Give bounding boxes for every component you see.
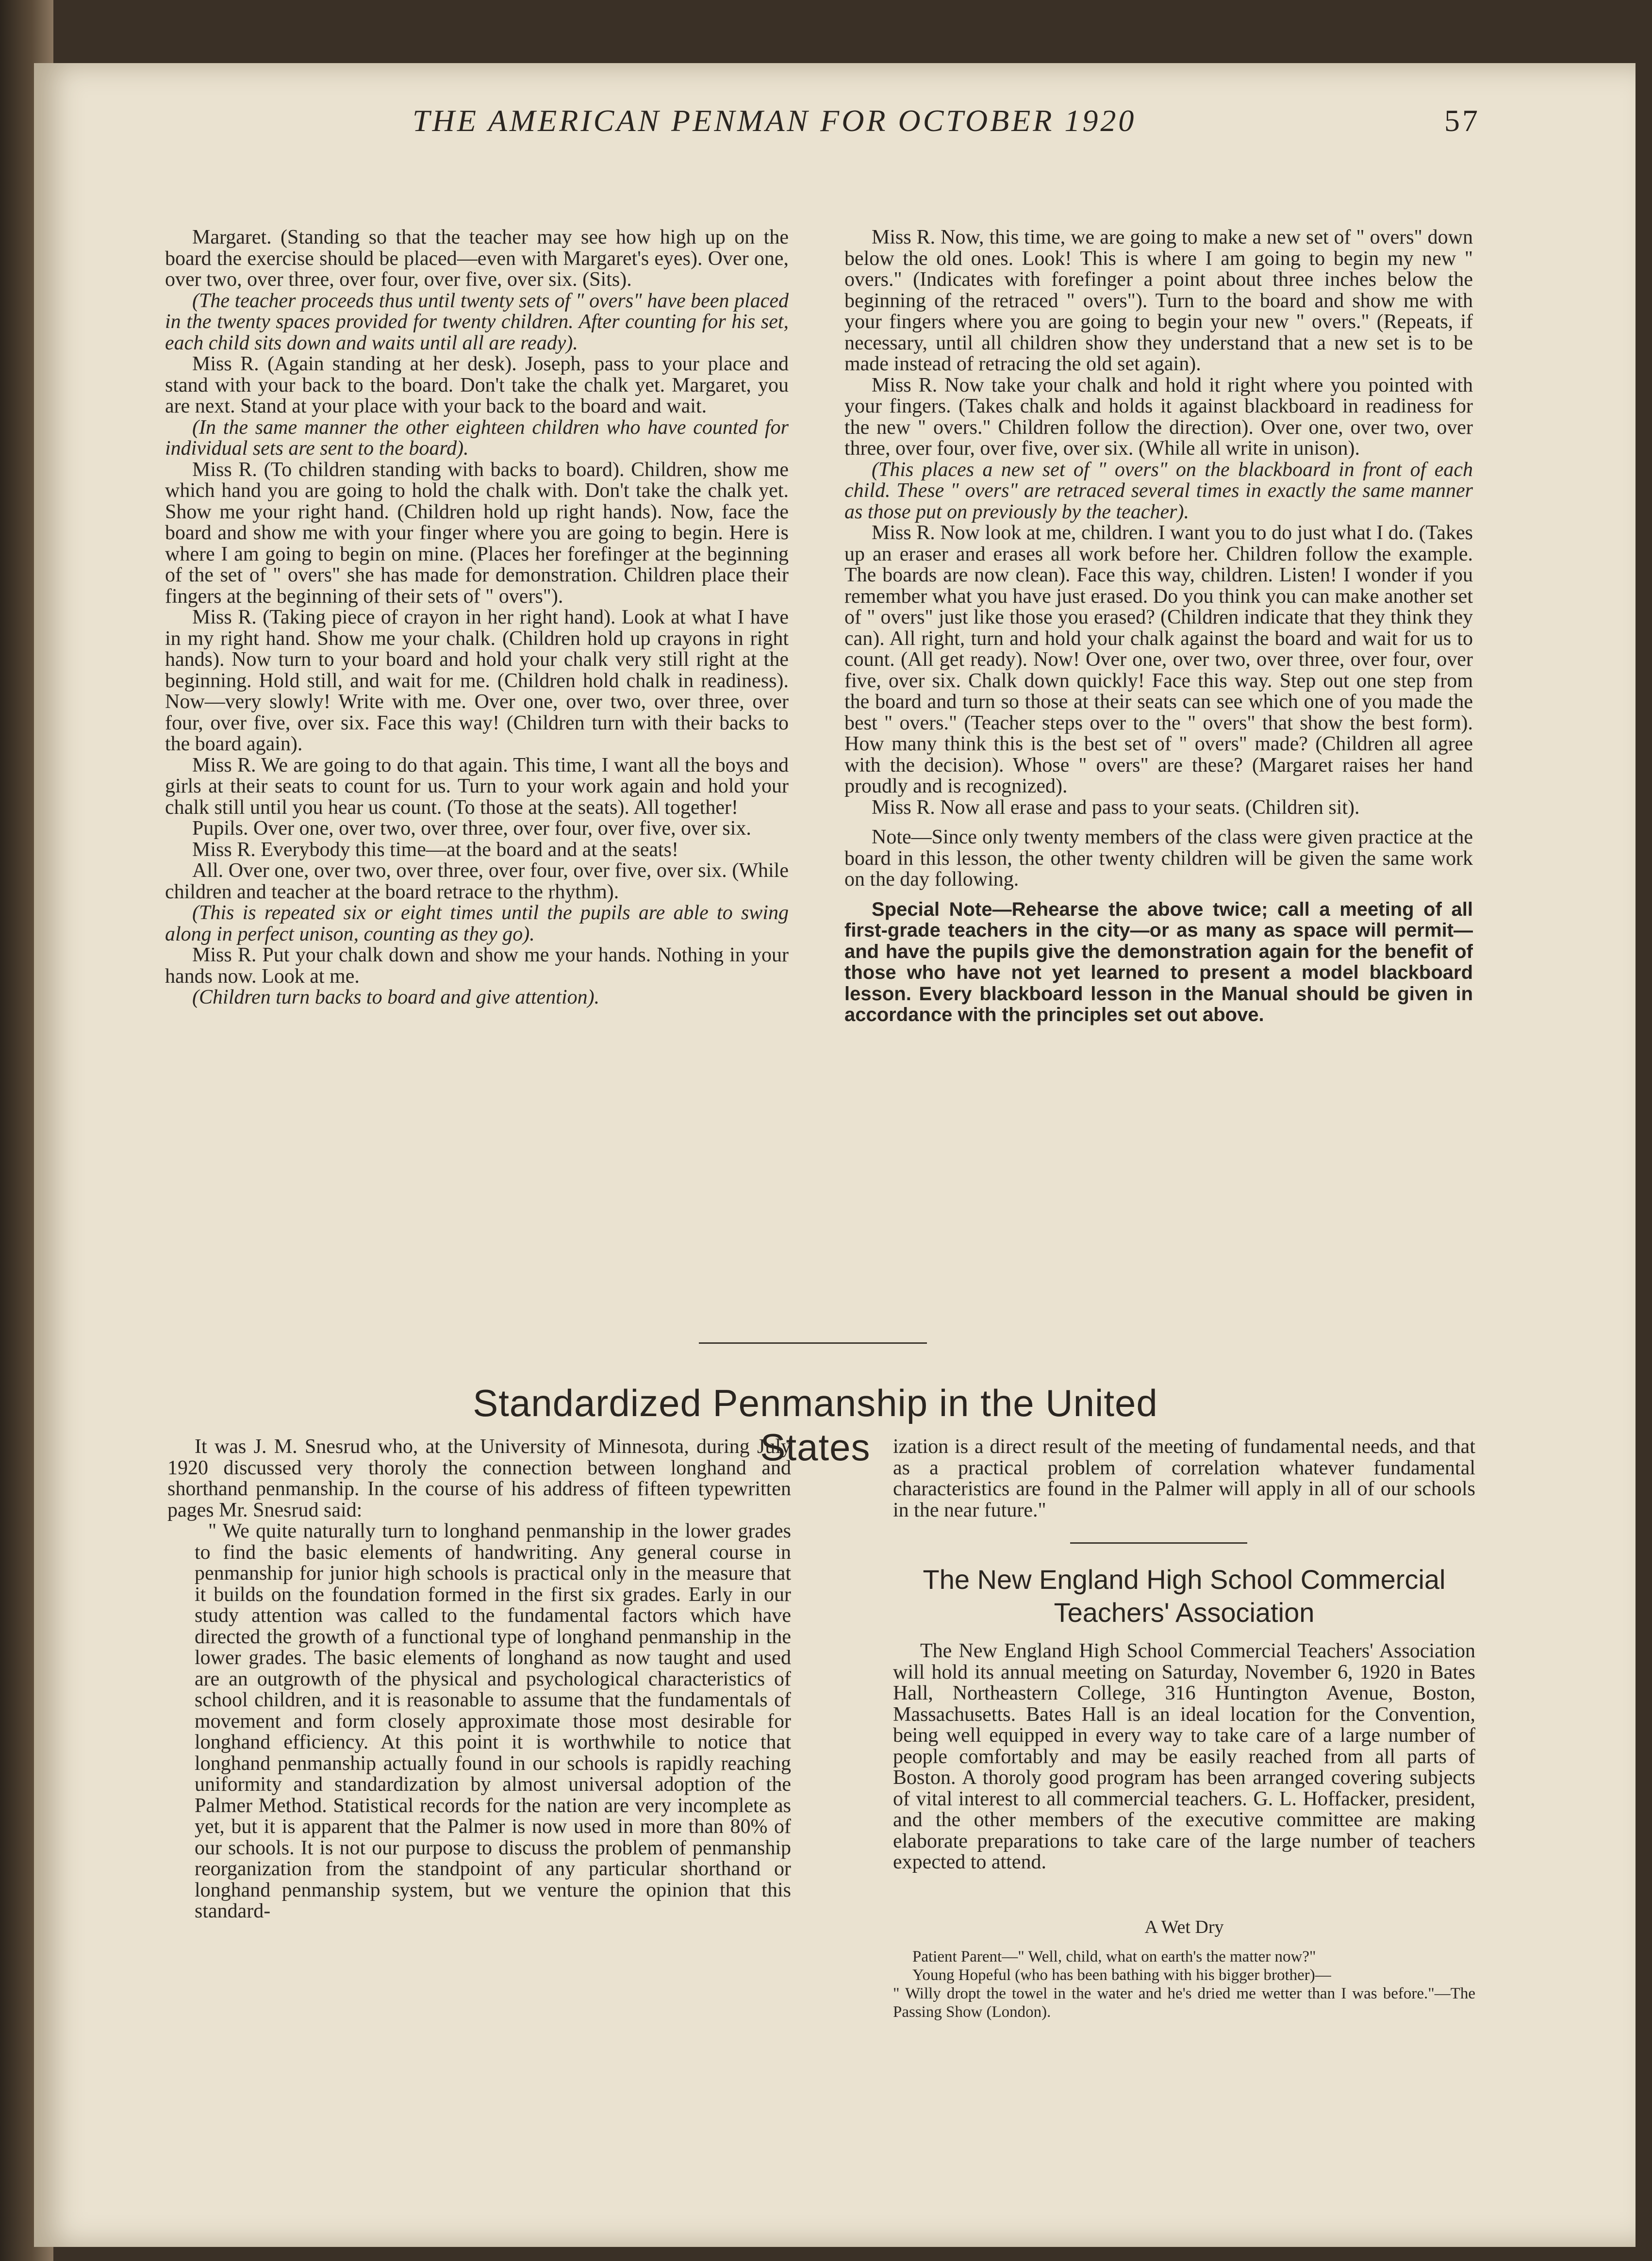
stage-direction: (In the same manner the other eighteen children who have counted for individual sets are sent to the board).	[165, 416, 789, 460]
joke-line: Patient Parent—" Well, child, what on earth's the matter now?"	[912, 1948, 1316, 1965]
article-continuation: ization is a direct result of the meeting of fundamental needs, and that as a practical problem of correlation whatever fundamental characteristics are found in the Palmer will apply in all of our schools in the near future."	[893, 1436, 1475, 1521]
note-paragraph: Note—Since only twenty members of the class were given practice at the board in this lesson, the other twenty children will be given the same work on the day following.	[844, 826, 1473, 891]
joke-title: A Wet Dry	[1144, 1916, 1224, 1937]
paragraph: Pupils. Over one, over two, over three, over four, over five, over six.	[192, 817, 751, 840]
stage-direction: (The teacher proceeds thus until twenty sets of " overs" have been placed in the twenty spaces provided for twenty children. After counting for his set, each child sits down and waits until all are ready).	[165, 289, 789, 354]
right-column	[844, 227, 1473, 1026]
running-header	[413, 103, 1480, 139]
header-title: THE AMERICAN PENMAN FOR OCTOBER 1920	[413, 103, 1137, 138]
article-right-column	[893, 1436, 1475, 2021]
section-divider	[699, 1342, 927, 1344]
paragraph: All. Over one, over two, over three, over four, over five, over six. (While children and teacher at the board retrace to the rhythm).	[165, 859, 789, 903]
paragraph: Miss R. (Again standing at her desk). Joseph, pass to your place and stand with your back to the board. Don't take the chalk yet. Margaret, you are next. Stand at your place with your back to the board and wait.	[165, 353, 789, 417]
paragraph: Miss R. Now take your chalk and hold it right where you pointed with your fingers. (Takes chalk and holds it against blackboard in readiness for the new " overs." Children follow the direction). Over one, over two, over three, over four, over five, over six. (While all write in unison).	[844, 374, 1473, 460]
paragraph: Miss R. (Taking piece of crayon in her right hand). Look at what I have in my right hand. Show me your chalk. (Children hold up crayons in right hands). Now turn to your board and hold your chalk very still right at the beginning. Hold still, and wait for me. (Children hold chalk in readiness). Now—very slowly! Write with me. Over one, over two, over three, over four, over five, over six. Face this way! (Children turn with their backs to the board again).	[165, 606, 789, 755]
article-quote: " We quite naturally turn to longhand penmanship in the lower grades to find the basic elements of handwriting. Any general course in penmanship for junior high schools is practical only in the measure that it builds on the foundation formed in the first six grades. Early in our study attention was called to the fundamental factors which have directed the growth of a functional type of longhand penmanship in the lower grades. The basic elements of longhand as now taught and used are an outgrowth of the physical and psychological characteristics of school children, and it is reasonable to assume that the fundamentals of movement and form closely approximate those most desirable for longhand efficiency. At this point it is worthwhile to notice that longhand penmanship actually found in our schools is rapidly reaching uniformity and standardization by almost universal adoption of the Palmer Method. Statistical records for the nation are very incomplete as yet, but it is apparent that the Palmer is now used in more than 80% of our schools. It is not our purpose to discuss the problem of penmanship reorganization from the standpoint of any particular shorthand or longhand penmanship system, but we venture the opinion that this standard-	[195, 1520, 791, 1922]
paragraph: Miss R. Now look at me, children. I want you to do just what I do. (Takes up an eraser and erases all work before her. Children follow the example. The boards are now clean). Face this way, children. Listen! I wonder if you remember what you have just erased. Do you think you can make another set of " overs" just like those you erased? (Children indicate that they think they can). All right, turn and hold your chalk against the board and wait for us to count. (All get ready). Now! Over one, over two, over three, over four, over five, over six. Chalk down quickly! Face this way. Step out one step from the board and turn so those at their seats can see which one of you made the best " overs." (Teacher steps over to the " overs" that show the best form). How many think this is the best set of " overs" made? (Children all agree with the decision). Whose " overs" are these? (Margaret raises her hand proudly and is recognized).	[844, 522, 1473, 797]
paragraph: Miss R. We are going to do that again. This time, I want all the boys and girls at their seats to count for us. Turn to your work again and hold your chalk still until you hear us count. (To those at the seats). All together!	[165, 754, 789, 819]
article-title: Standardized Penmanship in the United States	[473, 1382, 1158, 1469]
article-intro: It was J. M. Snesrud who, at the University of Minnesota, during July 1920 discussed very thoroly the connection between longhand and shorthand penmanship. In the course of his address of fifteen typewritten pages Mr. Snesrud said:	[167, 1436, 791, 1521]
special-note: Special Note—Rehearse the above twice; call a meeting of all first-grade teachers in the city—or as many as space will permit—and have the pupils give the demonstration again for the benefit of those who have not yet learned to present a model blackboard lesson. Every blackboard lesson in the Manual should be given in accordance with the principles set out above.	[844, 898, 1473, 1025]
joke-line: " Willy dropt the towel in the water and he's dried me wetter than I was before."—The Passing Show (London).	[893, 1985, 1475, 2021]
paragraph: Miss R. (To children standing with backs to board). Children, show me which hand you are going to hold the chalk with. Don't take the chalk yet. Show me your right hand. (Children hold up right hands). Now, face the board and show me with your finger where you are going to begin. Here is where I am going to begin on mine. (Places her forefinger at the beginning of the set of " overs" she has made for demonstration. Children place their fingers at the beginning of their sets of " overs").	[165, 458, 789, 608]
article-left-column	[167, 1436, 791, 1922]
left-column	[165, 227, 789, 1008]
stage-direction: (This is repeated six or eight times until the pupils are able to swing along in perfect unison, counting as they go).	[165, 902, 789, 945]
association-body: The New England High School Commercial Teachers' Association will hold its annual meeting on Saturday, November 6, 1920 in Bates Hall, Northeastern College, 316 Huntington Avenue, Boston, Massachusetts. Bates Hall is an ideal location for the Convention, being well equipped in every way to take care of a large number of people comfortably and may be easily reached from all parts of Boston. A thoroly good program has been arranged covering subjects of vital interest to all commercial teachers. G. L. Hoffacker, president, and the other members of the executive committee are making elaborate preparations to take care of the large number of teachers expected to attend.	[893, 1640, 1475, 1873]
joke-line: Young Hopeful (who has been bathing with his bigger brother)—	[912, 1966, 1331, 1984]
short-divider	[1070, 1542, 1247, 1544]
paragraph: Miss R. Now, this time, we are going to make a new set of " overs" down below the old ones. Look! This is where I am going to begin my new " overs." (Indicates with forefinger a point about three inches below the beginning of the retraced " overs"). Turn to the board and show me with your fingers where you are going to begin your new " overs." (Repeats, if necessary, until all children show they understand that a new set is to be made instead of retracing the old set again).	[844, 226, 1473, 375]
paragraph: Miss R. Now all erase and pass to your seats. (Children sit).	[872, 796, 1360, 819]
paragraph: Miss R. Put your chalk down and show me your hands. Nothing in your hands now. Look at me.	[165, 944, 789, 988]
stage-direction: (This places a new set of " overs" on the blackboard in front of each child. These " overs" are retraced several times in exactly the same manner as those put on previously by the teacher).	[844, 458, 1473, 523]
page-number: 57	[1444, 103, 1480, 138]
stage-direction: (Children turn backs to board and give attention).	[192, 986, 600, 1008]
association-title: The New England High School Commercial Teachers' Association	[923, 1564, 1446, 1628]
paragraph: Miss R. Everybody this time—at the board and at the seats!	[192, 838, 678, 861]
paragraph: Margaret. (Standing so that the teacher may see how high up on the board the exercise should be placed—even with Margaret's eyes). Over one, over two, over three, over four, over five, over six. (Sits).	[165, 226, 789, 291]
